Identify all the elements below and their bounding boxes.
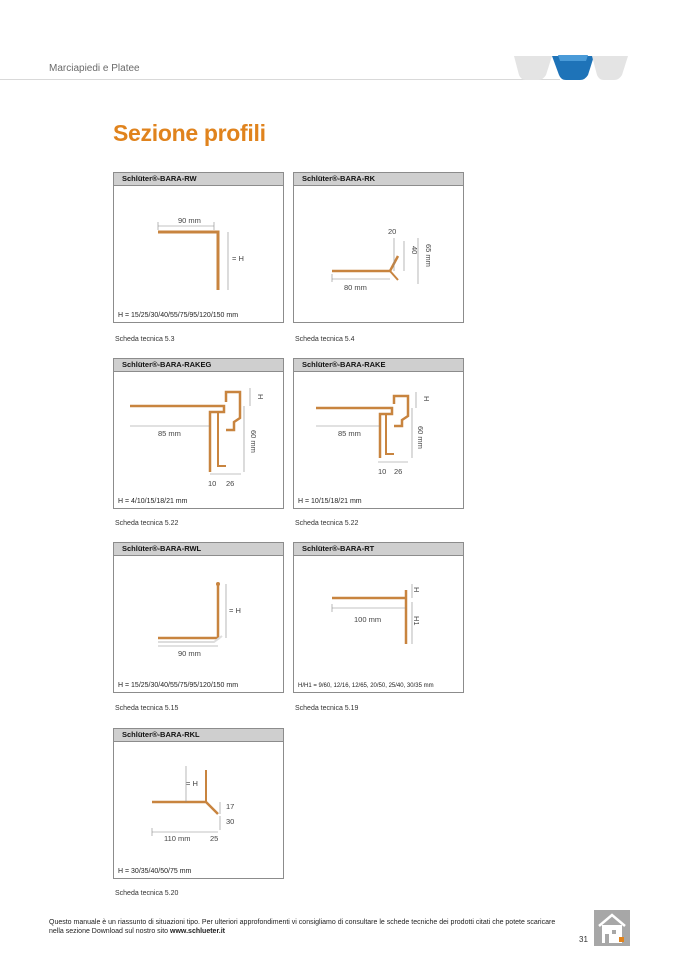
- card-title: Schlüter®-BARA-RKL: [114, 729, 283, 742]
- footnote-site-link[interactable]: www.schlueter.it: [170, 928, 226, 935]
- section-tabs: [512, 53, 630, 83]
- header-divider: [0, 79, 560, 80]
- profile-drawing-rake: [294, 372, 463, 494]
- profile-drawing-rkl: [114, 742, 283, 864]
- card-ref[interactable]: Scheda tecnica 5.4: [295, 336, 355, 343]
- dim-width: 85 mm: [158, 429, 181, 438]
- dim-width: 90 mm: [178, 649, 201, 658]
- dim-b: 26: [394, 467, 403, 476]
- profile-drawing-rt: [294, 556, 463, 678]
- card-footer: H = 15/25/30/40/55/75/95/120/150 mm: [118, 312, 239, 319]
- dim-height: H: [256, 394, 265, 400]
- profile-card-rakeg: [113, 358, 284, 509]
- page-title: Sezione profili: [113, 120, 266, 146]
- profile-card-rake: [293, 358, 464, 509]
- dim-width: 110 mm: [164, 834, 191, 843]
- dim-width: 90 mm: [178, 216, 201, 225]
- dim-height: = H: [232, 254, 244, 263]
- card-title: Schlüter®-BARA-RT: [294, 543, 463, 556]
- tab-active-highlight: [558, 55, 588, 61]
- dim-mid: 40: [410, 246, 419, 255]
- card-title: Schlüter®-BARA-RAKE: [294, 359, 463, 372]
- profile-drawing-rwl: [114, 556, 283, 678]
- section-header: Marciapiedi e Platee: [49, 63, 140, 74]
- card-title: Schlüter®-BARA-RAKEG: [114, 359, 283, 372]
- dim-depth: 60 mm: [416, 426, 425, 449]
- profile-drawing-rk: [294, 186, 463, 308]
- card-ref[interactable]: Scheda tecnica 5.20: [115, 890, 179, 897]
- card-title: Schlüter®-BARA-RW: [114, 173, 283, 186]
- dim-height: 65 mm: [424, 244, 433, 267]
- dim-a: 10: [208, 479, 217, 488]
- home-icon[interactable]: [594, 910, 630, 946]
- card-ref[interactable]: Scheda tecnica 5.15: [115, 705, 179, 712]
- dim-height: H: [422, 396, 431, 402]
- card-footer: H = 15/25/30/40/55/75/95/120/150 mm: [118, 682, 239, 689]
- card-footer: H = 10/15/18/21 mm: [298, 498, 362, 505]
- profile-card-rwl: [113, 542, 284, 693]
- profile-drawing-rakeg: [114, 372, 283, 494]
- card-title: Schlüter®-BARA-RWL: [114, 543, 283, 556]
- footnote: [49, 918, 569, 936]
- profile-card-rw: [113, 172, 284, 323]
- tab-left[interactable]: [514, 56, 552, 80]
- card-footer: H/H1 = 9/60, 12/16, 12/65, 20/50, 25/40, 30/35 mm: [298, 683, 434, 689]
- card-ref[interactable]: Scheda tecnica 5.22: [115, 520, 179, 527]
- dim-width: 80 mm: [344, 283, 367, 292]
- dim-width: 85 mm: [338, 429, 361, 438]
- dim-height: = H: [186, 779, 198, 788]
- card-footer: H = 4/10/15/18/21 mm: [118, 498, 188, 505]
- profile-drawing-rw: [114, 186, 283, 308]
- dim-h1: H1: [412, 616, 421, 626]
- dim-width: 100 mm: [354, 615, 382, 624]
- tab-right[interactable]: [592, 56, 628, 80]
- dim-a: 10: [378, 467, 387, 476]
- dim-depth: 60 mm: [249, 430, 258, 453]
- dim-h: H: [412, 587, 421, 593]
- dim-height: = H: [229, 606, 241, 615]
- footnote-text: Questo manuale è un riassunto di situazioni tipo. Per ulteriori approfondimenti vi consigliamo di consultare le schede tecniche dei prodotti citati che potete scaricare nella sezione Download sul nostro sito: [49, 919, 556, 935]
- dim-top: 17: [226, 802, 235, 811]
- card-ref[interactable]: Scheda tecnica 5.3: [115, 336, 175, 343]
- page-number: 31: [579, 935, 588, 944]
- profile-card-rt: [293, 542, 464, 693]
- card-ref[interactable]: Scheda tecnica 5.22: [295, 520, 359, 527]
- card-footer: H = 30/35/40/50/75 mm: [118, 868, 192, 875]
- profile-card-rk: [293, 172, 464, 323]
- dim-top: 20: [388, 227, 397, 236]
- dim-bottom: 25: [210, 834, 219, 843]
- dim-b: 26: [226, 479, 235, 488]
- profile-card-rkl: [113, 728, 284, 879]
- dim-mid: 30: [226, 817, 235, 826]
- card-title: Schlüter®-BARA-RK: [294, 173, 463, 186]
- card-ref[interactable]: Scheda tecnica 5.19: [295, 705, 359, 712]
